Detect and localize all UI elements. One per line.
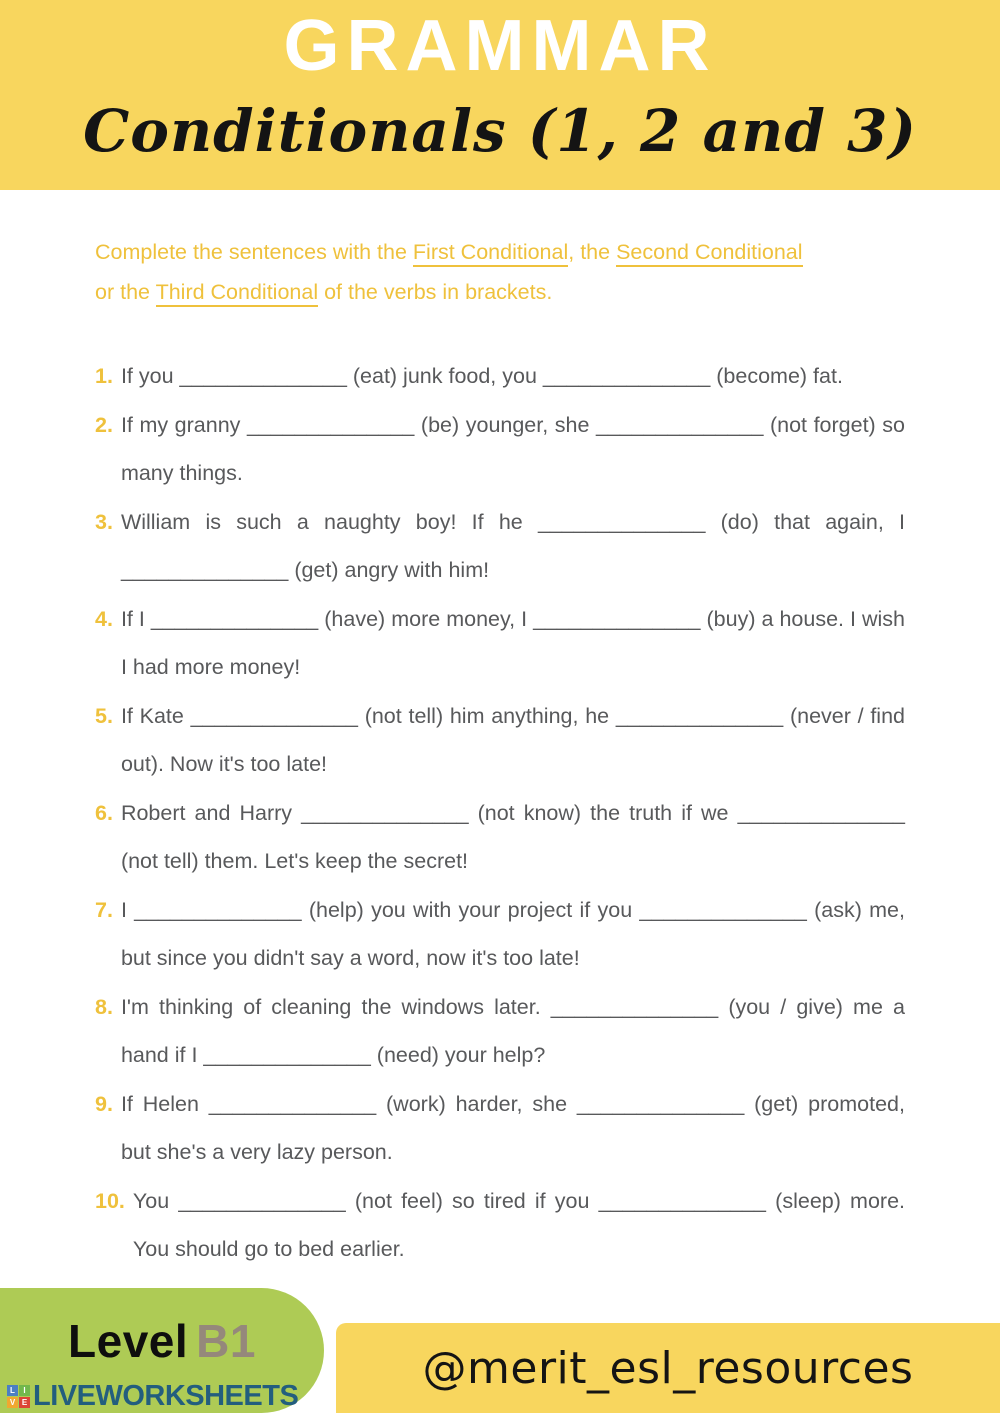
exercise-text: If I ______________ (have) more money, I ______________ (buy) a house. I wish I had more money! bbox=[120, 606, 905, 679]
third-conditional-underlined: Third Conditional bbox=[156, 280, 319, 307]
exercise-number: 8. bbox=[95, 994, 113, 1019]
exercise-text: William is such a naughty boy! If he ______________ (do) that again, I ______________ (get) angry with him! bbox=[120, 509, 905, 582]
exercise-text: If Kate ______________ (not tell) him anything, he ______________ (never / find out). Now it's too late! bbox=[120, 703, 905, 776]
liveworksheets-brand-text: LIVEWORKSHEETS bbox=[33, 1380, 299, 1412]
instructions-line-2 bbox=[95, 272, 905, 312]
exercise-number: 2. bbox=[95, 412, 113, 437]
credit-bar bbox=[336, 1323, 1000, 1413]
exercise-item-8 bbox=[95, 983, 905, 1080]
second-conditional-underlined: Second Conditional bbox=[616, 240, 802, 267]
exercise-text: Robert and Harry ______________ (not know) the truth if we ______________ (not tell) them. Let's keep the secret! bbox=[120, 800, 905, 873]
instructions-text: of the verbs in brackets. bbox=[318, 280, 553, 304]
logo-block-e: E bbox=[19, 1397, 30, 1408]
exercise-number: 1. bbox=[95, 364, 113, 388]
page-subtitle: Conditionals (1, 2 and 3) bbox=[83, 97, 917, 165]
exercise-text: I'm thinking of cleaning the windows later. ______________ (you / give) me a hand if I ______________ (need) your help? bbox=[120, 994, 905, 1067]
exercise-number: 9. bbox=[95, 1091, 113, 1116]
exercise-number: 7. bbox=[95, 897, 113, 922]
exercise-item-3 bbox=[95, 498, 905, 595]
exercise-text: If you ______________ (eat) junk food, you ______________ (become) fat. bbox=[120, 364, 843, 388]
exercise-text: If my granny ______________ (be) younger, she ______________ (not forget) so many things. bbox=[120, 412, 905, 485]
level-line bbox=[0, 1314, 324, 1368]
liveworksheets-logo-icon bbox=[7, 1385, 30, 1408]
exercise-item-7 bbox=[95, 886, 905, 983]
exercise-item-4 bbox=[95, 595, 905, 692]
logo-block-i: I bbox=[19, 1385, 30, 1396]
first-conditional-underlined: First Conditional bbox=[413, 240, 568, 267]
credit-handle: @merit_esl_resources bbox=[422, 1342, 914, 1394]
exercise-list bbox=[95, 352, 905, 1274]
exercise-text: You ______________ (not feel) so tired if you ______________ (sleep) more. You should go to bed earlier. bbox=[132, 1188, 905, 1261]
instructions-line-1 bbox=[95, 232, 905, 272]
exercise-item-6 bbox=[95, 789, 905, 886]
logo-block-l: L bbox=[7, 1385, 18, 1396]
exercise-item-2 bbox=[95, 401, 905, 498]
instructions-text: or the bbox=[95, 280, 156, 304]
exercise-number: 3. bbox=[95, 509, 113, 534]
exercise-item-1 bbox=[95, 352, 905, 401]
exercise-text: I ______________ (help) you with your project if you ______________ (ask) me, but since you didn't say a word, now it's too late! bbox=[120, 897, 905, 970]
exercise-number: 6. bbox=[95, 800, 113, 825]
level-badge bbox=[0, 1288, 324, 1413]
exercise-number: 5. bbox=[95, 703, 113, 728]
instructions-text: , the bbox=[568, 240, 617, 264]
exercise-number: 10. bbox=[95, 1188, 125, 1213]
liveworksheets-logo bbox=[7, 1380, 298, 1412]
logo-block-v: V bbox=[7, 1397, 18, 1408]
exercise-number: 4. bbox=[95, 606, 113, 631]
instructions bbox=[95, 232, 905, 312]
exercise-item-9 bbox=[95, 1080, 905, 1177]
exercise-text: If Helen ______________ (work) harder, she ______________ (get) promoted, but she's a very lazy person. bbox=[120, 1091, 905, 1164]
level-value: B1 bbox=[196, 1315, 256, 1367]
level-label: Level bbox=[68, 1315, 189, 1367]
exercise-item-5 bbox=[95, 692, 905, 789]
header-banner bbox=[0, 0, 1000, 190]
instructions-text: Complete the sentences with the bbox=[95, 240, 413, 264]
exercise-item-10 bbox=[95, 1177, 905, 1274]
page-title: GRAMMAR bbox=[283, 6, 717, 86]
